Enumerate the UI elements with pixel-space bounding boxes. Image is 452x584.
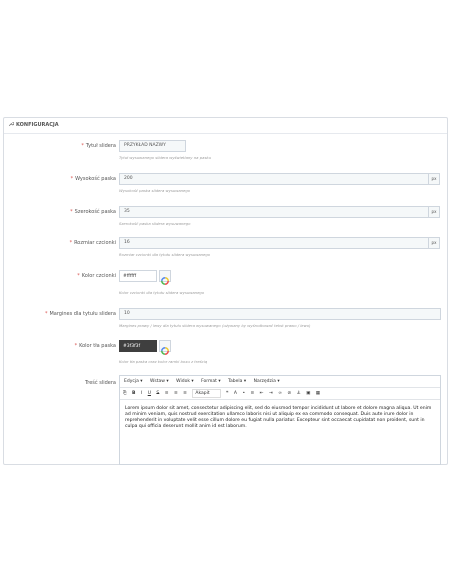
wrench-icon xyxy=(8,121,14,127)
link-icon[interactable]: ∞ xyxy=(278,391,282,396)
label-title-margin: * Margines dla tytułu slidera xyxy=(44,311,116,317)
bar-height-unit: px xyxy=(428,173,440,185)
help-bar-bg: Kolor tła paska oraz kolor ramki boxu z treścią xyxy=(119,359,208,364)
blockquote-icon[interactable]: ❝ xyxy=(226,391,229,396)
text-color-icon[interactable]: A xyxy=(233,391,237,396)
help-bar-height: Wysokość paska slidera wysuwanego xyxy=(119,188,191,193)
label-bar-width: * Szerokość paska xyxy=(70,209,116,215)
menu-format[interactable]: Format ▾ xyxy=(201,379,221,384)
menu-view[interactable]: Widok ▾ xyxy=(176,379,194,384)
menu-tools[interactable]: Narzędzia ▾ xyxy=(253,379,280,384)
help-font-color: Kolor czcionki dla tytułu slidera wysuwanego xyxy=(119,290,205,295)
rich-text-editor[interactable] xyxy=(119,375,441,465)
font-size-input[interactable]: 16 xyxy=(119,237,429,249)
color-wheel-icon xyxy=(160,276,170,286)
bullet-list-icon[interactable]: • xyxy=(242,391,246,396)
bar-width-input[interactable]: 35 xyxy=(119,206,429,218)
panel-title: KONFIGURACJA xyxy=(16,122,59,128)
bar-bg-input[interactable]: #3f3f3f xyxy=(119,340,157,352)
title-input[interactable]: PRZYKŁAD NAZWY xyxy=(119,140,186,152)
label-font-size: * Rozmiar czcionki xyxy=(69,240,116,246)
outdent-icon[interactable]: ⇤ xyxy=(259,391,264,396)
bar-bg-picker[interactable] xyxy=(159,340,171,352)
bold-icon[interactable]: B xyxy=(132,391,136,396)
strikethrough-icon[interactable]: S xyxy=(156,391,160,396)
help-title-margin: Margines prawy / lewy dla tytułu slidera wysuwanego (używany by wyśrodkować tekst prawo / lewo) xyxy=(119,323,311,328)
menu-insert[interactable]: Wstaw ▾ xyxy=(149,379,169,384)
source-code-icon[interactable]: ⎘ xyxy=(123,391,127,396)
underline-icon[interactable]: U xyxy=(147,391,151,396)
label-bar-height: * Wysokość paska xyxy=(70,176,116,182)
unlink-icon[interactable]: ⊘ xyxy=(287,391,292,396)
editor-toolbar xyxy=(120,388,440,400)
menu-edit[interactable]: Edycja ▾ xyxy=(124,379,143,384)
label-font-color: * Kolor czcionki xyxy=(77,273,116,279)
bar-height-input[interactable]: 200 xyxy=(119,173,429,185)
media-icon[interactable]: ▦ xyxy=(315,391,321,396)
align-right-icon[interactable]: ≡ xyxy=(183,391,187,396)
indent-icon[interactable]: ⇥ xyxy=(268,391,273,396)
help-bar-width: Szerokość paska slidera wysuwanego xyxy=(119,221,191,226)
label-content: Treść slidera xyxy=(84,380,116,386)
font-color-picker[interactable] xyxy=(159,270,171,282)
italic-icon[interactable]: I xyxy=(140,391,143,396)
label-title: * Tytuł slidera xyxy=(81,143,116,149)
label-bar-bg: * Kolor tła paska xyxy=(74,343,116,349)
align-left-icon[interactable]: ≡ xyxy=(164,391,169,396)
title-margin-input[interactable]: 10 xyxy=(119,308,441,320)
editor-content[interactable]: Lorem ipsum dolor sit amet, consectetur adipiscing elit, sed do eiusmod tempor incididunt ut labore et dolore magna aliqua. Ut enim ad minim veniam, quis nostrud exercitation ullamco laboris nisi ut aliquip ex ea commodo consequat. Duis aute irure dolor in reprehenderit in voluptate velit esse cillum dolore eu fugiat nulla pariatur. Excepteur sint occaecat cupidatat non proident, sunt in culpa qui officia deserunt mollit anim id est laborum. xyxy=(125,406,432,429)
numbered-list-icon[interactable]: ≡ xyxy=(250,391,255,396)
config-panel xyxy=(3,117,448,465)
help-font-size: Rozmiar czcionki dla tytułu slidera wysuwanego xyxy=(119,252,211,257)
bar-width-unit: px xyxy=(428,206,440,218)
format-select[interactable]: Akapit xyxy=(192,389,220,398)
align-center-icon[interactable]: ≡ xyxy=(173,391,178,396)
image-icon[interactable]: ▣ xyxy=(306,391,311,396)
font-size-unit: px xyxy=(428,237,440,249)
color-wheel-icon xyxy=(160,346,170,356)
font-color-input[interactable]: #ffffff xyxy=(119,270,157,282)
panel-header xyxy=(4,118,447,134)
anchor-icon[interactable]: ⚓ xyxy=(296,391,301,396)
editor-menubar xyxy=(120,376,440,388)
menu-table[interactable]: Tabela ▾ xyxy=(228,379,247,384)
help-title: Tytuł wysuwanego slidera wyświetlany na pasku xyxy=(119,155,212,160)
